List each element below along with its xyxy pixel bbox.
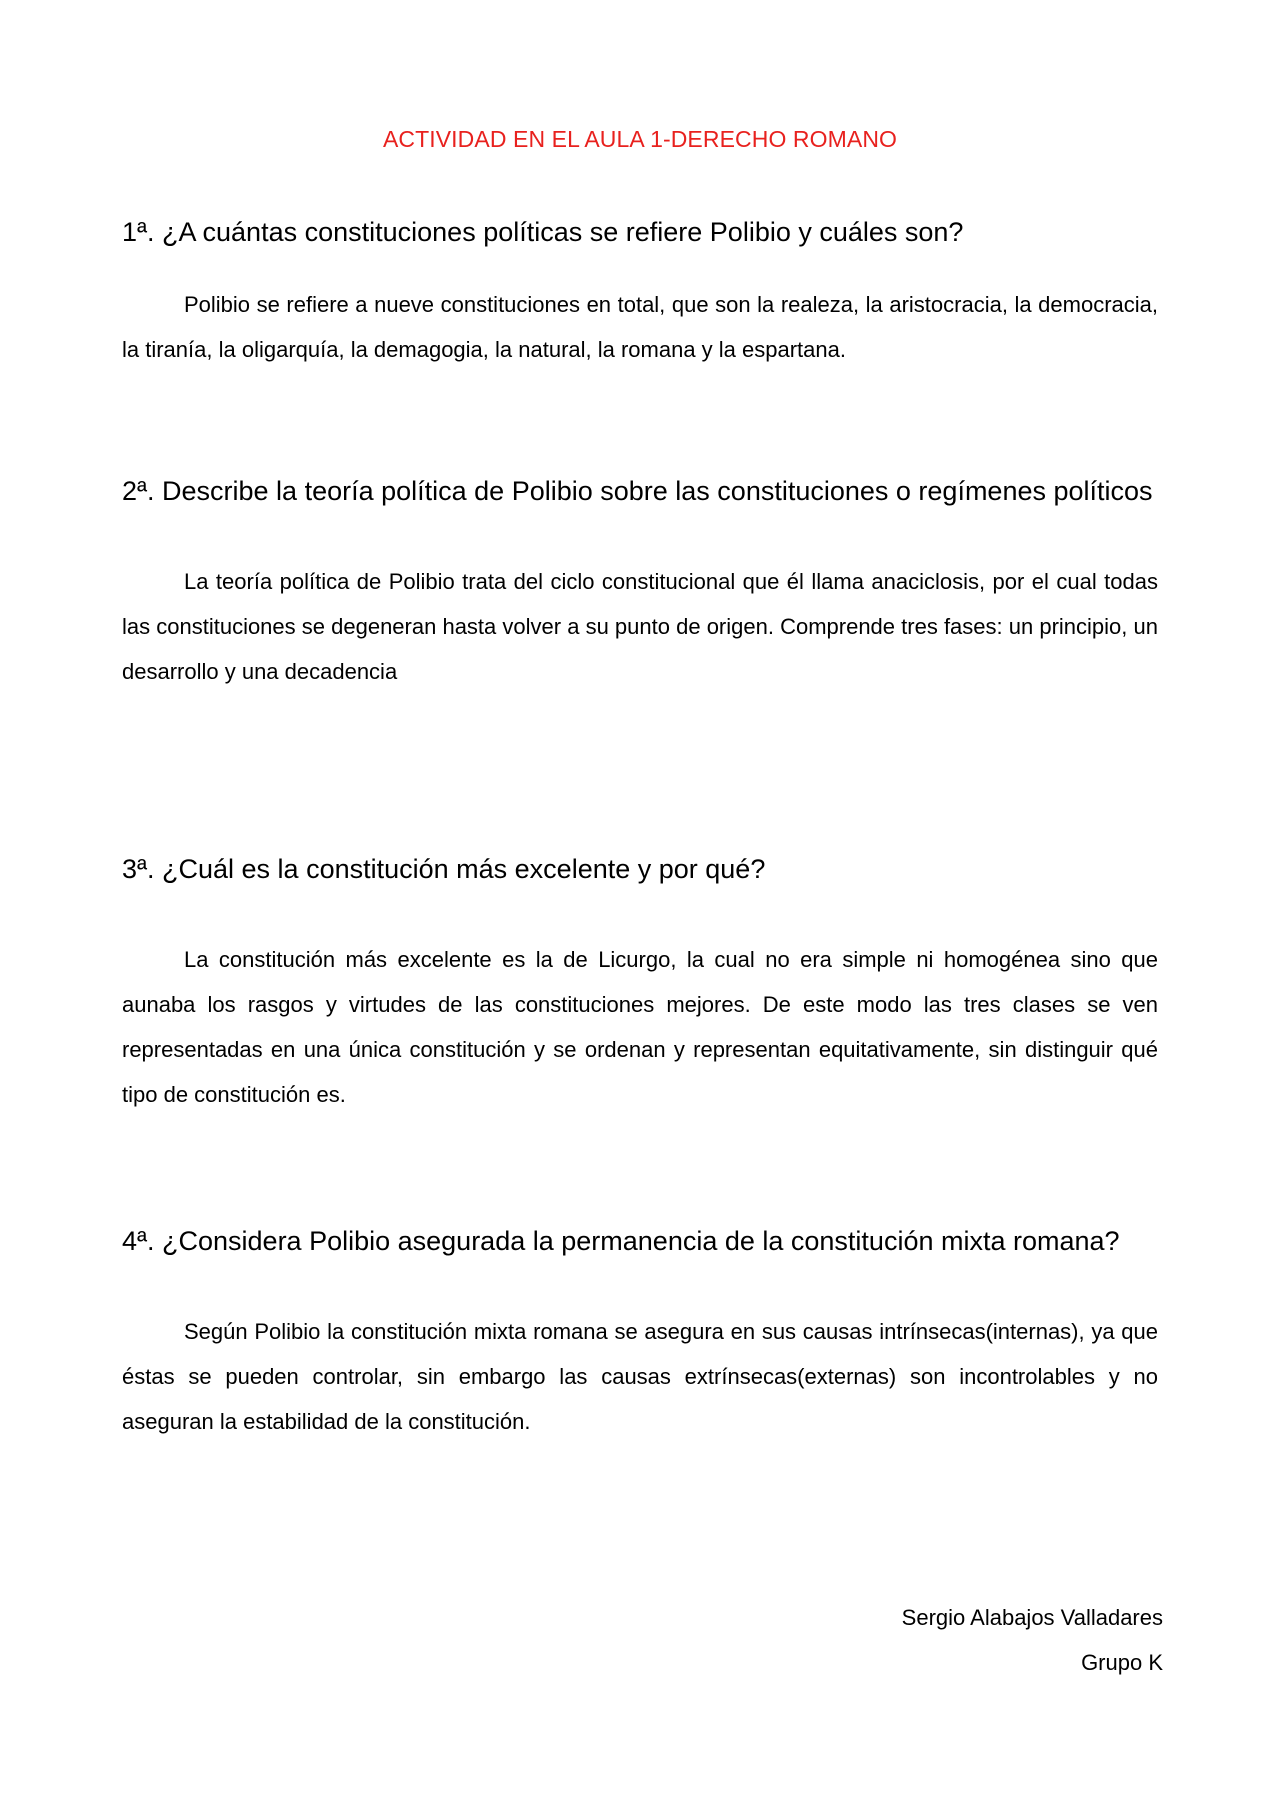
question-4: 4ª. ¿Considera Polibio asegurada la permanencia de la constitución mixta romana? xyxy=(122,1226,1120,1256)
section-2 xyxy=(122,465,1158,694)
answer-4: Según Polibio la constitución mixta romana se asegura en sus causas intrínsecas(internas), ya que éstas se pueden controlar, sin embargo las causas extrínsecas(externas) son incontrolables y no aseguran la estabilidad de la constitución. xyxy=(122,1319,1158,1434)
question-3: 3ª. ¿Cuál es la constitución más excelente y por qué? xyxy=(122,854,766,884)
answer-3: La constitución más excelente es la de Licurgo, la cual no era simple ni homogénea sino que aunaba los rasgos y virtudes de las constituciones mejores. De este modo las tres clases se ven representadas en una única constitución y se ordenan y representan equitativamente, sin distinguir qué tipo de constitución es. xyxy=(122,947,1158,1107)
document-title: ACTIVIDAD EN EL AULA 1-DERECHO ROMANO xyxy=(382,126,898,152)
question-1: 1ª. ¿A cuántas constituciones políticas se refiere Polibio y cuáles son? xyxy=(122,217,964,247)
signature-block xyxy=(902,1595,1163,1685)
author-name: Sergio Alabajos Valladares xyxy=(901,1605,1163,1630)
section-1 xyxy=(122,206,1158,372)
section-4 xyxy=(122,1215,1158,1444)
section-3 xyxy=(122,843,1158,1117)
answer-2: La teoría política de Polibio trata del ciclo constitucional que él llama anaciclosis, por el cual todas las constituciones se degeneran hasta volver a su punto de origen. Comprende tres fases: un principio, un desarrollo y una decadencia xyxy=(122,569,1158,684)
question-2: 2ª. Describe la teoría política de Polibio sobre las constituciones o regímenes políticos xyxy=(122,476,1153,506)
answer-1: Polibio se refiere a nueve constituciones en total, que son la realeza, la aristocracia, la democracia, la tiranía, la oligarquía, la demagogia, la natural, la romana y la espartana. xyxy=(122,292,1158,362)
author-group: Grupo K xyxy=(1081,1650,1163,1675)
